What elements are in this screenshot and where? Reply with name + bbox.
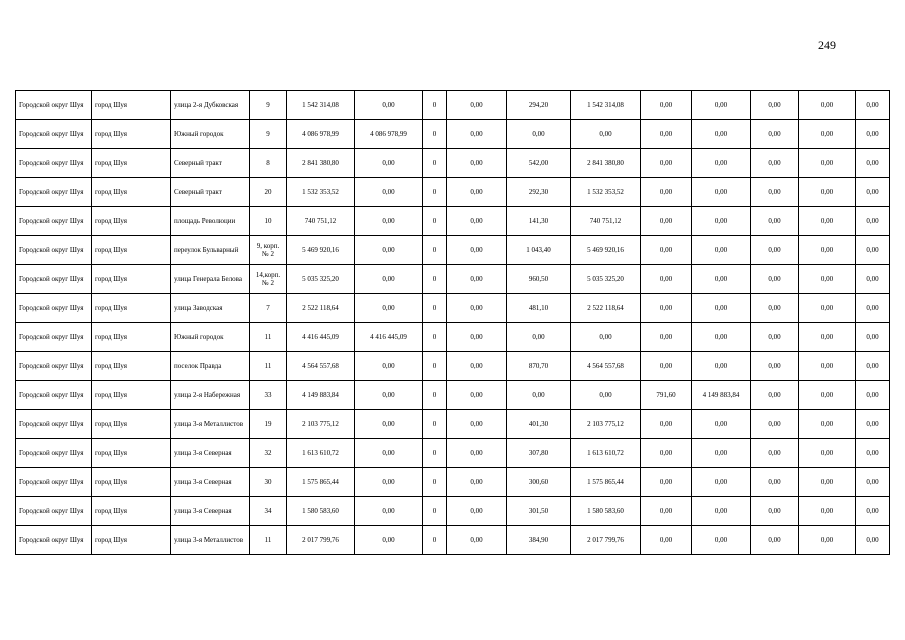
cell-cost-col-12: 0,00 <box>692 91 751 120</box>
cell-municipality: Городской округ Шуя <box>16 236 92 265</box>
cell-settlement: город Шуя <box>92 91 171 120</box>
cell-cost-col-10: 5 469 920,16 <box>571 236 641 265</box>
cell-area-col-9: 870,70 <box>507 352 571 381</box>
cell-cost-col-6: 0,00 <box>355 468 423 497</box>
cell-area-col-9: 960,50 <box>507 265 571 294</box>
cell-street: улица Заводская <box>171 294 250 323</box>
cell-house-number: 10 <box>250 207 287 236</box>
cell-area-col-9: 294,20 <box>507 91 571 120</box>
cell-value-col-13: 0,00 <box>751 352 799 381</box>
cell-value-col-14: 0,00 <box>799 352 856 381</box>
cell-cost-col-12: 0,00 <box>692 294 751 323</box>
cell-street: Южный городок <box>171 120 250 149</box>
cell-area-col-11: 0,00 <box>641 178 692 207</box>
cell-cost-col-6: 0,00 <box>355 207 423 236</box>
cell-total-cost: 740 751,12 <box>287 207 355 236</box>
cell-settlement: город Шуя <box>92 410 171 439</box>
cell-count-col-7: 0 <box>423 120 447 149</box>
cell-cost-col-6: 0,00 <box>355 352 423 381</box>
cell-total-cost: 4 564 557,68 <box>287 352 355 381</box>
cell-cost-col-8: 0,00 <box>447 352 507 381</box>
cell-municipality: Городской округ Шуя <box>16 410 92 439</box>
cell-house-number: 32 <box>250 439 287 468</box>
cell-count-col-7: 0 <box>423 410 447 439</box>
cell-house-number: 33 <box>250 381 287 410</box>
cell-house-number: 8 <box>250 149 287 178</box>
cell-value-col-13: 0,00 <box>751 323 799 352</box>
table-row <box>16 265 890 294</box>
cell-value-col-15: 0,00 <box>856 149 890 178</box>
cell-house-number: 9 <box>250 120 287 149</box>
cell-area-col-11: 0,00 <box>641 236 692 265</box>
cell-cost-col-12: 0,00 <box>692 526 751 555</box>
cell-value-col-15: 0,00 <box>856 323 890 352</box>
cell-area-col-11: 0,00 <box>641 468 692 497</box>
cell-total-cost: 1 580 583,60 <box>287 497 355 526</box>
cell-cost-col-12: 0,00 <box>692 178 751 207</box>
cell-cost-col-6: 0,00 <box>355 294 423 323</box>
cell-street: улица 3-я Северная <box>171 497 250 526</box>
cell-value-col-13: 0,00 <box>751 497 799 526</box>
cell-value-col-15: 0,00 <box>856 178 890 207</box>
cell-cost-col-8: 0,00 <box>447 207 507 236</box>
cell-cost-col-8: 0,00 <box>447 294 507 323</box>
cell-cost-col-10: 0,00 <box>571 381 641 410</box>
cell-municipality: Городской округ Шуя <box>16 352 92 381</box>
cell-municipality: Городской округ Шуя <box>16 497 92 526</box>
cell-cost-col-12: 0,00 <box>692 149 751 178</box>
cell-street: площадь Революции <box>171 207 250 236</box>
cell-area-col-9: 542,00 <box>507 149 571 178</box>
cell-cost-col-10: 1 580 583,60 <box>571 497 641 526</box>
cell-cost-col-6: 4 416 445,09 <box>355 323 423 352</box>
cell-street: улица 3-я Металлистов <box>171 526 250 555</box>
cell-count-col-7: 0 <box>423 352 447 381</box>
table-row <box>16 120 890 149</box>
table-row <box>16 207 890 236</box>
cell-value-col-13: 0,00 <box>751 120 799 149</box>
cell-area-col-9: 0,00 <box>507 323 571 352</box>
cell-value-col-13: 0,00 <box>751 207 799 236</box>
cell-total-cost: 5 035 325,20 <box>287 265 355 294</box>
cell-value-col-13: 0,00 <box>751 410 799 439</box>
cell-area-col-11: 0,00 <box>641 410 692 439</box>
cell-settlement: город Шуя <box>92 526 171 555</box>
cell-value-col-14: 0,00 <box>799 439 856 468</box>
cell-cost-col-12: 0,00 <box>692 120 751 149</box>
cell-cost-col-12: 0,00 <box>692 352 751 381</box>
cell-value-col-15: 0,00 <box>856 497 890 526</box>
cell-cost-col-8: 0,00 <box>447 381 507 410</box>
cell-total-cost: 4 416 445,09 <box>287 323 355 352</box>
cell-count-col-7: 0 <box>423 381 447 410</box>
cell-value-col-13: 0,00 <box>751 468 799 497</box>
cell-count-col-7: 0 <box>423 497 447 526</box>
cell-settlement: город Шуя <box>92 381 171 410</box>
cell-area-col-9: 401,30 <box>507 410 571 439</box>
cell-cost-col-6: 0,00 <box>355 91 423 120</box>
cell-cost-col-10: 1 532 353,52 <box>571 178 641 207</box>
cell-value-col-14: 0,00 <box>799 149 856 178</box>
cell-value-col-13: 0,00 <box>751 178 799 207</box>
cell-cost-col-8: 0,00 <box>447 236 507 265</box>
cell-total-cost: 2 841 380,80 <box>287 149 355 178</box>
cell-cost-col-12: 0,00 <box>692 497 751 526</box>
cell-value-col-15: 0,00 <box>856 381 890 410</box>
cell-area-col-9: 300,60 <box>507 468 571 497</box>
cell-total-cost: 1 542 314,08 <box>287 91 355 120</box>
cell-count-col-7: 0 <box>423 178 447 207</box>
cell-municipality: Городской округ Шуя <box>16 178 92 207</box>
cell-settlement: город Шуя <box>92 265 171 294</box>
cell-cost-col-8: 0,00 <box>447 149 507 178</box>
cell-value-col-15: 0,00 <box>856 120 890 149</box>
cell-street: Южный городок <box>171 323 250 352</box>
cell-count-col-7: 0 <box>423 207 447 236</box>
cell-street: улица 2-я Набережная <box>171 381 250 410</box>
cell-cost-col-10: 2 103 775,12 <box>571 410 641 439</box>
cell-cost-col-8: 0,00 <box>447 497 507 526</box>
cell-area-col-9: 1 043,40 <box>507 236 571 265</box>
cell-total-cost: 5 469 920,16 <box>287 236 355 265</box>
cell-area-col-11: 0,00 <box>641 323 692 352</box>
cell-area-col-11: 0,00 <box>641 352 692 381</box>
cell-house-number: 30 <box>250 468 287 497</box>
cell-area-col-9: 301,50 <box>507 497 571 526</box>
cell-municipality: Городской округ Шуя <box>16 91 92 120</box>
cell-value-col-13: 0,00 <box>751 294 799 323</box>
cell-value-col-13: 0,00 <box>751 526 799 555</box>
cell-settlement: город Шуя <box>92 207 171 236</box>
cell-area-col-11: 791,60 <box>641 381 692 410</box>
cell-municipality: Городской округ Шуя <box>16 323 92 352</box>
cell-cost-col-12: 0,00 <box>692 323 751 352</box>
cell-cost-col-8: 0,00 <box>447 178 507 207</box>
cell-area-col-11: 0,00 <box>641 149 692 178</box>
cell-value-col-14: 0,00 <box>799 207 856 236</box>
cell-value-col-13: 0,00 <box>751 265 799 294</box>
cell-cost-col-10: 0,00 <box>571 323 641 352</box>
cell-street: улица Генерала Белова <box>171 265 250 294</box>
table-row <box>16 352 890 381</box>
cell-cost-col-12: 0,00 <box>692 439 751 468</box>
cell-area-col-11: 0,00 <box>641 207 692 236</box>
cell-cost-col-12: 0,00 <box>692 410 751 439</box>
cell-street: Северный тракт <box>171 178 250 207</box>
cell-cost-col-8: 0,00 <box>447 91 507 120</box>
cell-count-col-7: 0 <box>423 91 447 120</box>
cell-total-cost: 4 086 978,99 <box>287 120 355 149</box>
cell-cost-col-8: 0,00 <box>447 120 507 149</box>
cell-settlement: город Шуя <box>92 439 171 468</box>
cell-settlement: город Шуя <box>92 294 171 323</box>
table-row <box>16 178 890 207</box>
cell-value-col-14: 0,00 <box>799 178 856 207</box>
cell-cost-col-6: 0,00 <box>355 497 423 526</box>
cell-value-col-13: 0,00 <box>751 149 799 178</box>
cell-value-col-15: 0,00 <box>856 91 890 120</box>
cell-area-col-11: 0,00 <box>641 294 692 323</box>
cell-street: переулок Бульварный <box>171 236 250 265</box>
page-number: 249 <box>818 38 836 52</box>
cell-cost-col-6: 4 086 978,99 <box>355 120 423 149</box>
cell-area-col-11: 0,00 <box>641 439 692 468</box>
cell-value-col-15: 0,00 <box>856 352 890 381</box>
cell-total-cost: 1 613 610,72 <box>287 439 355 468</box>
cell-house-number: 11 <box>250 323 287 352</box>
cell-cost-col-12: 0,00 <box>692 236 751 265</box>
cell-value-col-14: 0,00 <box>799 381 856 410</box>
cell-area-col-11: 0,00 <box>641 120 692 149</box>
cell-area-col-9: 0,00 <box>507 120 571 149</box>
cell-cost-col-6: 0,00 <box>355 439 423 468</box>
cell-value-col-14: 0,00 <box>799 294 856 323</box>
cell-cost-col-8: 0,00 <box>447 323 507 352</box>
cell-cost-col-6: 0,00 <box>355 178 423 207</box>
cell-value-col-15: 0,00 <box>856 439 890 468</box>
cell-count-col-7: 0 <box>423 236 447 265</box>
cell-area-col-9: 307,80 <box>507 439 571 468</box>
cell-cost-col-6: 0,00 <box>355 149 423 178</box>
cell-cost-col-8: 0,00 <box>447 410 507 439</box>
cell-cost-col-10: 4 564 557,68 <box>571 352 641 381</box>
cell-municipality: Городской округ Шуя <box>16 381 92 410</box>
cell-area-col-11: 0,00 <box>641 497 692 526</box>
cell-municipality: Городской округ Шуя <box>16 265 92 294</box>
cell-street: Северный тракт <box>171 149 250 178</box>
cell-count-col-7: 0 <box>423 323 447 352</box>
cell-value-col-14: 0,00 <box>799 265 856 294</box>
cell-value-col-15: 0,00 <box>856 294 890 323</box>
cell-cost-col-6: 0,00 <box>355 265 423 294</box>
cell-area-col-9: 292,30 <box>507 178 571 207</box>
cell-cost-col-8: 0,00 <box>447 526 507 555</box>
cell-cost-col-10: 740 751,12 <box>571 207 641 236</box>
cell-area-col-11: 0,00 <box>641 265 692 294</box>
cell-value-col-14: 0,00 <box>799 120 856 149</box>
cell-count-col-7: 0 <box>423 265 447 294</box>
cell-street: улица 3-я Металлистов <box>171 410 250 439</box>
cell-total-cost: 1 575 865,44 <box>287 468 355 497</box>
cell-street: улица 2-я Дубковская <box>171 91 250 120</box>
cell-house-number: 20 <box>250 178 287 207</box>
cell-value-col-15: 0,00 <box>856 410 890 439</box>
cell-cost-col-10: 2 841 380,80 <box>571 149 641 178</box>
cell-area-col-11: 0,00 <box>641 91 692 120</box>
cell-value-col-14: 0,00 <box>799 526 856 555</box>
cell-house-number: 9, корп. № 2 <box>250 236 287 265</box>
cell-municipality: Городской округ Шуя <box>16 526 92 555</box>
cell-area-col-9: 481,10 <box>507 294 571 323</box>
cell-settlement: город Шуя <box>92 178 171 207</box>
cell-cost-col-10: 1 575 865,44 <box>571 468 641 497</box>
cell-cost-col-12: 0,00 <box>692 207 751 236</box>
cell-total-cost: 2 017 799,76 <box>287 526 355 555</box>
cell-value-col-13: 0,00 <box>751 91 799 120</box>
cell-house-number: 34 <box>250 497 287 526</box>
cell-cost-col-10: 1 542 314,08 <box>571 91 641 120</box>
cell-total-cost: 2 522 118,64 <box>287 294 355 323</box>
cell-value-col-14: 0,00 <box>799 410 856 439</box>
cell-value-col-15: 0,00 <box>856 526 890 555</box>
cell-value-col-14: 0,00 <box>799 323 856 352</box>
table-row <box>16 323 890 352</box>
cell-cost-col-12: 0,00 <box>692 468 751 497</box>
cell-settlement: город Шуя <box>92 497 171 526</box>
table-row <box>16 91 890 120</box>
cell-cost-col-6: 0,00 <box>355 526 423 555</box>
cell-cost-col-10: 2 522 118,64 <box>571 294 641 323</box>
cell-total-cost: 1 532 353,52 <box>287 178 355 207</box>
cell-house-number: 11 <box>250 352 287 381</box>
table-row <box>16 236 890 265</box>
cell-settlement: город Шуя <box>92 120 171 149</box>
cell-cost-col-10: 2 017 799,76 <box>571 526 641 555</box>
cell-house-number: 14,корп. № 2 <box>250 265 287 294</box>
table-row <box>16 468 890 497</box>
cell-value-col-13: 0,00 <box>751 236 799 265</box>
table-row <box>16 439 890 468</box>
cell-cost-col-6: 0,00 <box>355 410 423 439</box>
cell-cost-col-6: 0,00 <box>355 381 423 410</box>
cell-settlement: город Шуя <box>92 236 171 265</box>
table-row <box>16 381 890 410</box>
cell-value-col-13: 0,00 <box>751 439 799 468</box>
cell-area-col-9: 0,00 <box>507 381 571 410</box>
cell-value-col-15: 0,00 <box>856 207 890 236</box>
cell-municipality: Городской округ Шуя <box>16 149 92 178</box>
cell-settlement: город Шуя <box>92 352 171 381</box>
cell-count-col-7: 0 <box>423 149 447 178</box>
cell-count-col-7: 0 <box>423 526 447 555</box>
cell-street: улица 3-я Северная <box>171 468 250 497</box>
table-row <box>16 497 890 526</box>
cell-count-col-7: 0 <box>423 439 447 468</box>
cell-value-col-13: 0,00 <box>751 381 799 410</box>
cell-municipality: Городской округ Шуя <box>16 294 92 323</box>
cell-street: улица 3-я Северная <box>171 439 250 468</box>
cell-house-number: 11 <box>250 526 287 555</box>
cell-value-col-14: 0,00 <box>799 468 856 497</box>
cell-municipality: Городской округ Шуя <box>16 207 92 236</box>
cell-total-cost: 2 103 775,12 <box>287 410 355 439</box>
cell-cost-col-10: 0,00 <box>571 120 641 149</box>
cell-area-col-9: 384,90 <box>507 526 571 555</box>
table-row <box>16 410 890 439</box>
cell-municipality: Городской округ Шуя <box>16 439 92 468</box>
cell-cost-col-12: 4 149 883,84 <box>692 381 751 410</box>
table-row <box>16 294 890 323</box>
cell-cost-col-10: 1 613 610,72 <box>571 439 641 468</box>
cell-municipality: Городской округ Шуя <box>16 468 92 497</box>
cell-area-col-11: 0,00 <box>641 526 692 555</box>
cell-value-col-15: 0,00 <box>856 468 890 497</box>
cell-municipality: Городской округ Шуя <box>16 120 92 149</box>
cell-count-col-7: 0 <box>423 294 447 323</box>
cell-cost-col-8: 0,00 <box>447 439 507 468</box>
cell-street: поселок Правда <box>171 352 250 381</box>
cell-cost-col-6: 0,00 <box>355 236 423 265</box>
cell-cost-col-8: 0,00 <box>447 468 507 497</box>
cell-settlement: город Шуя <box>92 323 171 352</box>
cell-count-col-7: 0 <box>423 468 447 497</box>
table-row <box>16 149 890 178</box>
table-row <box>16 526 890 555</box>
cell-settlement: город Шуя <box>92 468 171 497</box>
cell-cost-col-12: 0,00 <box>692 265 751 294</box>
cell-house-number: 7 <box>250 294 287 323</box>
cell-settlement: город Шуя <box>92 149 171 178</box>
cell-cost-col-8: 0,00 <box>447 265 507 294</box>
cell-house-number: 19 <box>250 410 287 439</box>
cell-value-col-14: 0,00 <box>799 91 856 120</box>
cell-value-col-14: 0,00 <box>799 236 856 265</box>
cell-house-number: 9 <box>250 91 287 120</box>
cell-value-col-15: 0,00 <box>856 265 890 294</box>
cell-cost-col-10: 5 035 325,20 <box>571 265 641 294</box>
cell-value-col-14: 0,00 <box>799 497 856 526</box>
cell-area-col-9: 141,30 <box>507 207 571 236</box>
cell-total-cost: 4 149 883,84 <box>287 381 355 410</box>
cell-value-col-15: 0,00 <box>856 236 890 265</box>
data-table <box>15 90 890 555</box>
